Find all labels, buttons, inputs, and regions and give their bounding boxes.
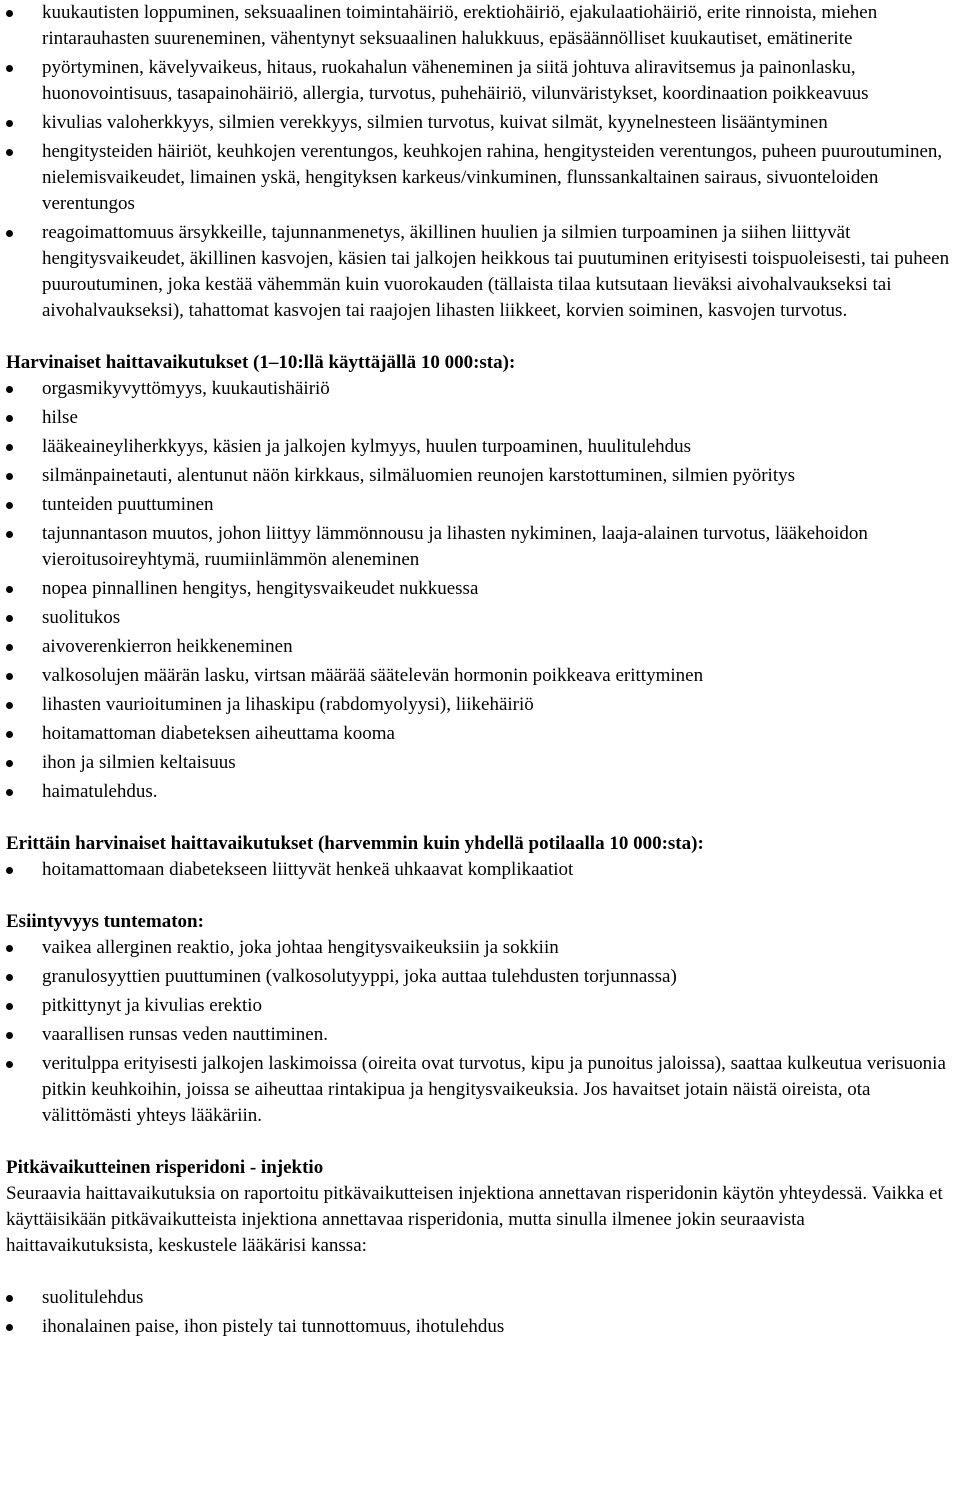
list-item: pyörtyminen, kävelyvaikeus, hitaus, ruokahalun väheneminen ja siitä johtuva aliravitsemus ja painonlasku, huonovointisuus, tasapainohäiriö, allergia, turvotus, puhehäiriö, vilunväristykset, koordinaation poikkeavuus [0, 55, 960, 107]
list-item: veritulppa erityisesti jalkojen laskimoissa (oireita ovat turvotus, kipu ja punoitus jaloissa), saattaa kulkeutua verisuonia pitkin keuhkoihin, joissa se aiheuttaa rintakipua ja hengitysvaikeuksia. Jos havaitset jotain näistä oireista, ota välittömästi yhteys lääkäriin. [0, 1051, 960, 1129]
list-item: hoitamattoman diabeteksen aiheuttama kooma [0, 721, 960, 747]
list-item: lääkeaineyliherkkyys, käsien ja jalkojen kylmyys, huulen turpoaminen, huulitulehdus [0, 434, 960, 460]
list-item: vaarallisen runsas veden nauttiminen. [0, 1022, 960, 1048]
section-heading-very-rare: Erittäin harvinaiset haittavaikutukset (harvemmin kuin yhdellä potilaalla 10 000:sta): [6, 833, 704, 854]
list-item: vaikea allerginen reaktio, joka johtaa hengitysvaikeuksiin ja sokkiin [0, 935, 960, 961]
bullet-list-top [0, 0, 960, 324]
list-item: lihasten vaurioituminen ja lihaskipu (rabdomyolyysi), liikehäiriö [0, 692, 960, 718]
bullet-list-depot [0, 1285, 960, 1340]
list-item: kivulias valoherkkyys, silmien verekkyys, silmien turvotus, kuivat silmät, kyynelnesteen lisääntyminen [0, 110, 960, 136]
list-item: orgasmikyvyttömyys, kuukautishäiriö [0, 376, 960, 402]
list-item: tajunnantason muutos, johon liittyy lämmönnousu ja lihasten nykiminen, laaja-alainen turvotus, lääkehoidon vieroitusoireyhtymä, ruumiinlämmön aleneminen [0, 521, 960, 573]
section-paragraph-depot: Seuraavia haittavaikutuksia on raportoitu pitkävaikutteisen injektiona annettavan risperidonin käytön yhteydessä. Vaikka et käyttäisikään pitkävaikutteista injektiona annettavaa risperidonia, mutta sinulla ilmenee jokin seuraavista haittavaikutuksista, keskustele lääkärisi kanssa: [6, 1183, 943, 1256]
section-heading-rare: Harvinaiset haittavaikutukset (1–10:llä käyttäjällä 10 000:sta): [6, 352, 516, 373]
list-item: granulosyyttien puuttuminen (valkosolutyyppi, joka auttaa tulehdusten torjunnassa) [0, 964, 960, 990]
list-item: haimatulehdus. [0, 779, 960, 805]
bullet-list-rare [0, 376, 960, 805]
list-item: tunteiden puuttuminen [0, 492, 960, 518]
section-heading-unknown: Esiintyvyys tuntematon: [6, 911, 204, 932]
list-item: reagoimattomuus ärsykkeille, tajunnanmenetys, äkillinen huulien ja silmien turpoaminen ja siihen liittyvät hengitysvaikeudet, äkillinen kasvojen, käsien tai jalkojen heikkous tai puutuminen erityisesti toispuoleisesti, tai puheen puuroutuminen, joka kestää vähemmän kuin vuorokauden (tällaista tilaa kutsutaan lieväksi aivohalvaukseksi tai aivohalvaukseksi), tahattomat kasvojen tai raajojen lihasten liikkeet, korvien soiminen, kasvojen turvotus. [0, 220, 960, 324]
list-item: ihon ja silmien keltaisuus [0, 750, 960, 776]
section-heading-depot: Pitkävaikutteinen risperidoni - injektio [6, 1157, 324, 1178]
list-item: kuukautisten loppuminen, seksuaalinen toimintahäiriö, erektiohäiriö, ejakulaatiohäiriö, erite rinnoista, miehen rintarauhasten suureneminen, vähentynyt seksuaalinen halukkuus, epäsäännölliset kuukautiset, emätinerite [0, 0, 960, 52]
list-item: silmänpainetauti, alentunut näön kirkkaus, silmäluomien reunojen karstottuminen, silmien pyöritys [0, 463, 960, 489]
list-item: pitkittynyt ja kivulias erektio [0, 993, 960, 1019]
list-item: hoitamattomaan diabetekseen liittyvät henkeä uhkaavat komplikaatiot [0, 857, 960, 883]
list-item: aivoverenkierron heikkeneminen [0, 634, 960, 660]
list-item: suolitukos [0, 605, 960, 631]
list-item: valkosolujen määrän lasku, virtsan määrää säätelevän hormonin poikkeava erittyminen [0, 663, 960, 689]
list-item: hengitysteiden häiriöt, keuhkojen verentungos, keuhkojen rahina, hengitysteiden verentungos, puheen puuroutuminen, nielemisvaikeudet, limainen yskä, hengityksen karkeus/vinkuminen, flunssankaltainen sairaus, sivuonteloiden verentungos [0, 139, 960, 217]
list-item: suolitulehdus [0, 1285, 960, 1311]
list-item: hilse [0, 405, 960, 431]
bullet-list-very-rare [0, 857, 960, 883]
list-item: nopea pinnallinen hengitys, hengitysvaikeudet nukkuessa [0, 576, 960, 602]
list-item: ihonalainen paise, ihon pistely tai tunnottomuus, ihotulehdus [0, 1314, 960, 1340]
bullet-list-unknown [0, 935, 960, 1129]
